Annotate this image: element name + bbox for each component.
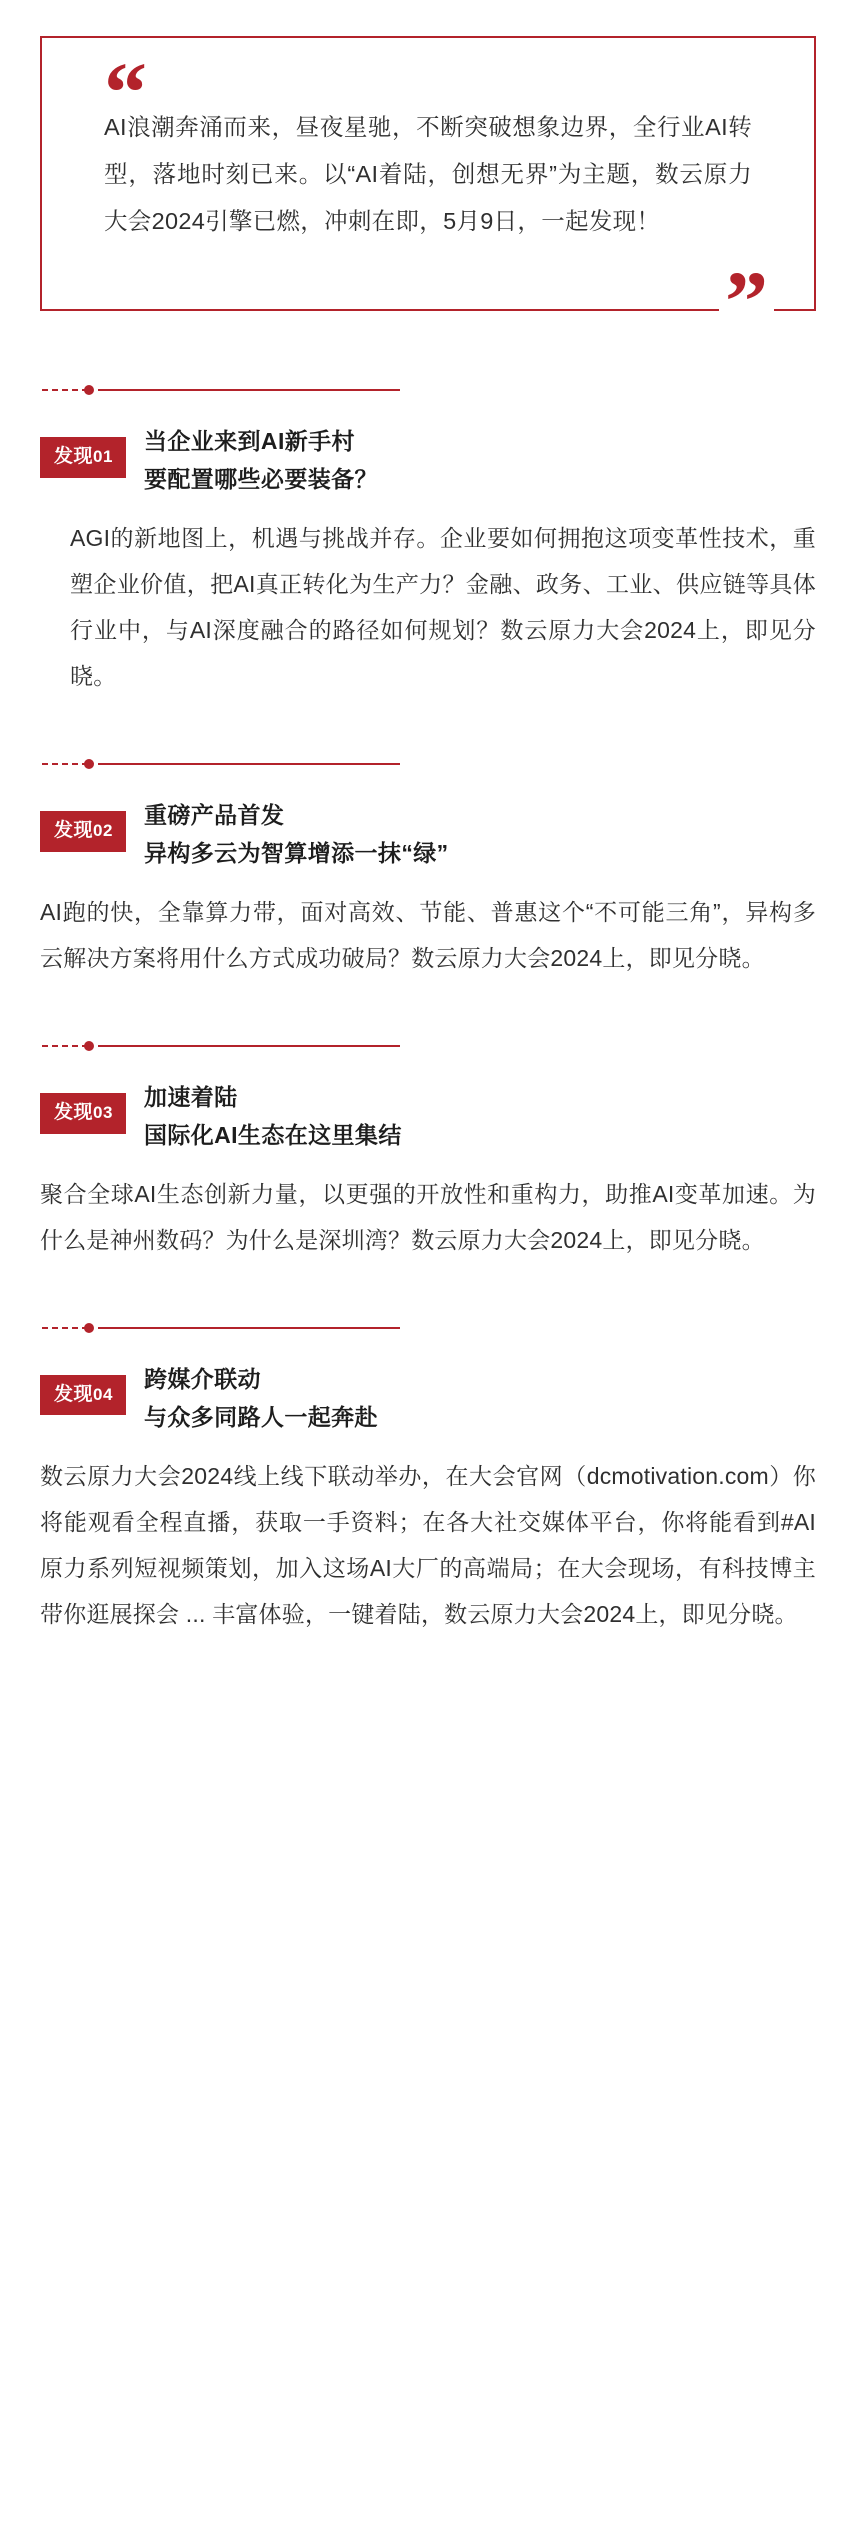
section-item [40,389,816,699]
section-body: AGI的新地图上，机遇与挑战并存。企业要如何拥抱这项变革性技术，重塑企业价值，把AI真正转化为生产力？金融、政务、工业、供应链等具体行业中，与AI深度融合的路径如何规划？数云原力大会2024上，即见分晓。 [70,524,816,689]
badge-label: 发现 [54,1383,94,1405]
section-body: 聚合全球AI生态创新力量，以更强的开放性和重构力，助推AI变革加速。为什么是神州数码？为什么是深圳湾？数云原力大会2024上，即见分晓。 [40,1180,816,1253]
bullet-dot-icon [84,1323,94,1333]
badge-label: 发现 [54,1101,94,1123]
section-titles [144,795,449,873]
status-badge [40,1093,126,1134]
section-divider [42,1045,816,1067]
badge-number: 03 [93,1102,113,1122]
bullet-dot-icon [84,759,94,769]
badge-number: 04 [93,1384,113,1404]
quote-text: AI浪潮奔涌而来，昼夜星驰，不断突破想象边界，全行业AI转型，落地时刻已来。以“AI着陆，创想无界”为主题，数云原力大会2024引擎已燃，冲刺在即，5月9日，一起发现！ [104,114,752,234]
dashed-tick-icon [42,763,88,765]
section-item [40,1327,816,1637]
section-titles [144,421,378,499]
dashed-tick-icon [42,1327,88,1329]
badge-number: 02 [93,820,113,840]
divider-rule [98,1045,400,1047]
section-titles [144,1077,402,1155]
quote-open-icon: “ [104,44,147,140]
section-title-line-1: 跨媒介联动 [143,1365,261,1392]
section-title-line-1: 加速着陆 [143,1083,238,1110]
section-body: 数云原力大会2024线上线下联动举办，在大会官网（dcmotivation.com）你将能观看全程直播，获取一手资料；在各大社交媒体平台，你将能看到#AI原力系列短视频策划，加入这场AI大厂的高端局；在大会现场，有科技博主带你逛展探会 ... 丰富体验，一键着陆，数云原力大会2024上，即见分晓。 [40,1462,816,1627]
section-title-line-1: 当企业来到AI新手村 [143,428,355,454]
quote-block [40,36,816,349]
section-title-line-2: 与众多同路人一起奔赴 [143,1403,378,1430]
section-title-line-2: 国际化AI生态在这里集结 [143,1121,402,1148]
badge-label: 发现 [54,446,94,467]
section-header [40,421,816,499]
badge-number: 01 [93,447,113,466]
section-header [40,1359,816,1437]
sections-list [0,389,856,1687]
bullet-dot-icon [84,385,94,395]
section-divider [42,1327,816,1349]
section-divider [42,763,816,785]
section-title-line-2: 要配置哪些必要装备？ [143,465,378,492]
status-badge [40,1375,126,1416]
section-item [40,763,816,981]
section-titles [144,1359,378,1437]
section-header [40,795,816,873]
section-body: AI跑的快，全靠算力带，面对高效、节能、普惠这个“不可能三角”，异构多云解决方案将用什么方式成功破局？数云原力大会2024上，即见分晓。 [40,898,816,971]
bullet-dot-icon [84,1041,94,1051]
section-title-line-1: 重磅产品首发 [143,801,285,828]
section-divider [42,389,816,411]
divider-rule [98,1327,400,1329]
section-header [40,1077,816,1155]
badge-label: 发现 [54,819,94,841]
status-badge [40,437,126,478]
article-page [0,36,856,2528]
dashed-tick-icon [42,1045,88,1047]
divider-rule [98,763,400,765]
section-item [40,1045,816,1263]
section-title-line-2: 异构多云为智算增添一抹“绿” [143,839,449,866]
status-badge [40,811,126,852]
quote-close-icon: ” [719,271,774,343]
divider-rule [98,389,400,391]
dashed-tick-icon [42,389,88,391]
